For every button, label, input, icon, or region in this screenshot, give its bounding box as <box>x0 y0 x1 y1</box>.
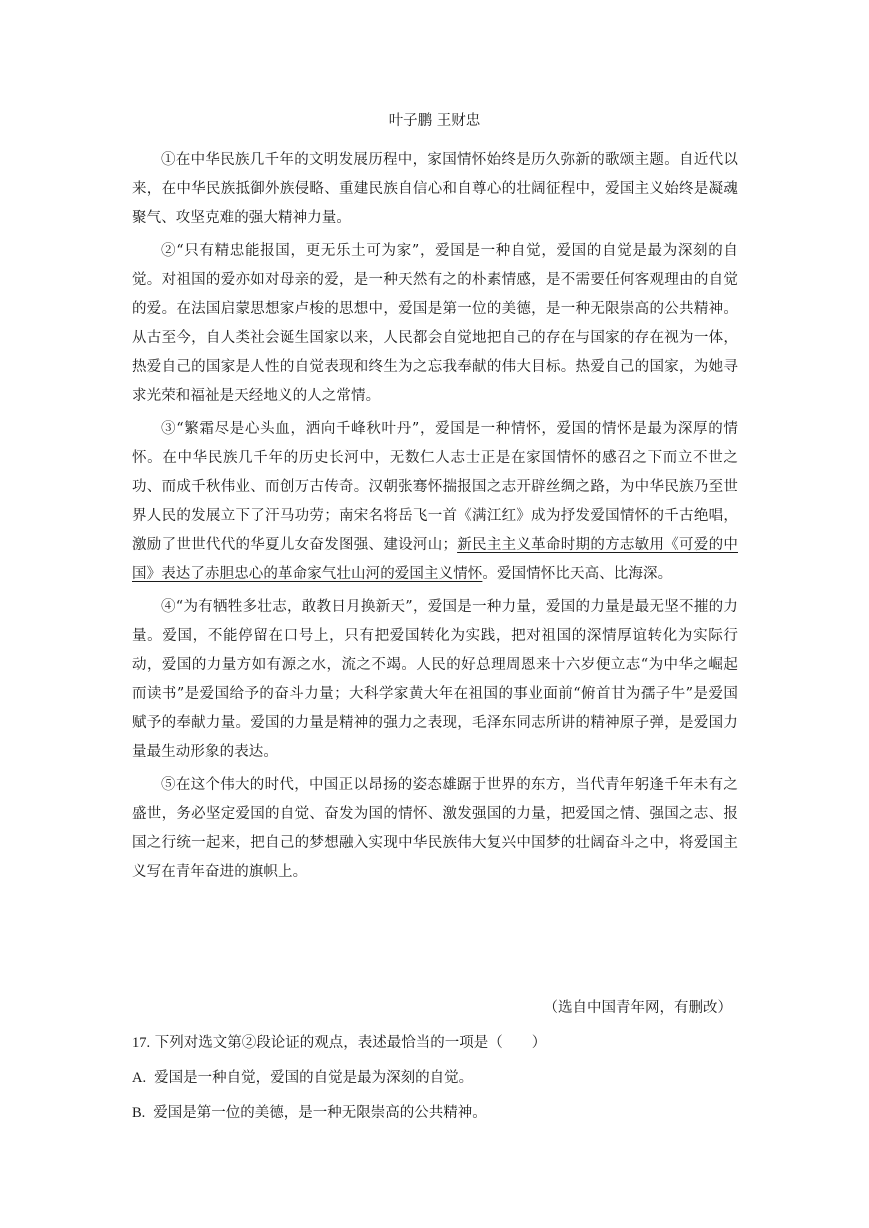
paragraph-text: 在中华民族几千年的文明发展历程中，家国情怀始终是历久弥新的歌颂主题。自近代以来，在中华民族抵御外族侵略、重建民族自信心和自尊心的壮阔征程中，爱国主义始终是凝魂聚气、攻坚克难的强大精神力量。 <box>132 152 739 226</box>
question-17 <box>132 1032 738 1137</box>
option-text: 爱国是第一位的美德，是一种无限崇高的公共精神。 <box>153 1105 487 1121</box>
paragraph-5 <box>132 771 738 887</box>
paragraph-number: ⑤ <box>161 777 176 793</box>
paragraph-1 <box>132 146 738 233</box>
paragraph-text-end: 。爱国情怀比天高、比海深。 <box>482 566 673 582</box>
question-text: 下列对选文第②段论证的观点，表述最恰当的一项是（ ） <box>154 1035 547 1051</box>
paragraph-3 <box>132 415 738 589</box>
option-text: 爱国是一种自觉，爱国的自觉是最为深刻的自觉。 <box>154 1070 474 1086</box>
option-letter: B. <box>132 1105 146 1121</box>
option-letter: A. <box>132 1070 147 1086</box>
option-a[interactable] <box>132 1067 738 1089</box>
paragraph-number: ① <box>161 152 176 168</box>
paragraph-text: 在这个伟大的时代，中国正以昂扬的姿态雄踞于世界的东方，当代青年躬逢千年未有之盛世，务必坚定爱国的自觉、奋发为国的情怀、激发强国的力量，把爱国之情、强国之志、报国之行统一起来，把自己的梦想融入实现中华民族伟大复兴中国梦的壮阔奋斗之中，将爱国主义写在青年奋进的旗帜上。 <box>132 777 739 880</box>
paragraph-number: ② <box>161 243 177 259</box>
paragraph-number: ③ <box>161 421 177 437</box>
question-number: 17. <box>132 1035 151 1051</box>
article-source: （选自中国青年网，有删改） <box>543 1000 732 1016</box>
paragraph-2 <box>132 237 738 411</box>
question-stem <box>132 1032 738 1054</box>
underlined-sentence: 新民主主义革命时期的方志敏用《可爱的中国》表达了赤胆忠心的革命家气壮山河的爱国主义情怀 <box>132 537 738 582</box>
article-authors: 叶子鹏 王财忠 <box>388 113 481 129</box>
article-body <box>132 146 738 891</box>
option-b[interactable] <box>132 1102 738 1124</box>
paragraph-text: “繁霜尽是心头血，洒向千峰秋叶丹”，爱国是一种情怀，爱国的情怀是最为深厚的情怀。在中华民族几千年的历史长河中，无数仁人志士正是在家国情怀的感召之下而立不世之功、而成千秋伟业、而创万古传奇。汉朝张骞怀揣报国之志开辟丝绸之路，为中华民族乃至世界人民的发展立下了汗马功劳；南宋名将岳飞一首《满江红》成为抒发爱国情怀的千古绝唱，激励了世世代代的华夏儿女奋发图强、建设河山； <box>132 421 739 553</box>
paragraph-4 <box>132 593 738 767</box>
paragraph-text: “为有牺牲多壮志，敢教日月换新天”，爱国是一种力量，爱国的力量是最无坚不摧的力量。爱国，不能停留在口号上，只有把爱国转化为实践，把对祖国的深情厚谊转化为实际行动，爱国的力量方如有源之水，流之不竭。人民的好总理周恩来十六岁便立志“为中华之崛起而读书”是爱国给予的奋斗力量；大科学家黄大年在祖国的事业面前“俯首甘为孺子牛”是爱国赋予的奉献力量。爱国的力量是精神的强力之表现，毛泽东同志所讲的精神原子弹，是爱国力量最生动形象的表达。 <box>132 599 738 760</box>
paragraph-number: ④ <box>161 599 176 615</box>
paragraph-text: “只有精忠能报国，更无乐土可为家”，爱国是一种自觉，爱国的自觉是最为深刻的自觉。对祖国的爱亦如对母亲的爱，是一种天然有之的朴素情感，是不需要任何客观理由的自觉的爱。在法国启蒙思想家卢梭的思想中，爱国是第一位的美德，是一种无限崇高的公共精神。从古至今，自人类社会诞生国家以来，人民都会自觉地把自己的存在与国家的存在视为一体，热爱自己的国家是人性的自觉表现和终生为之忘我奉献的伟大目标。热爱自己的国家，为她寻求光荣和福祉是天经地义的人之常情。 <box>132 243 739 404</box>
